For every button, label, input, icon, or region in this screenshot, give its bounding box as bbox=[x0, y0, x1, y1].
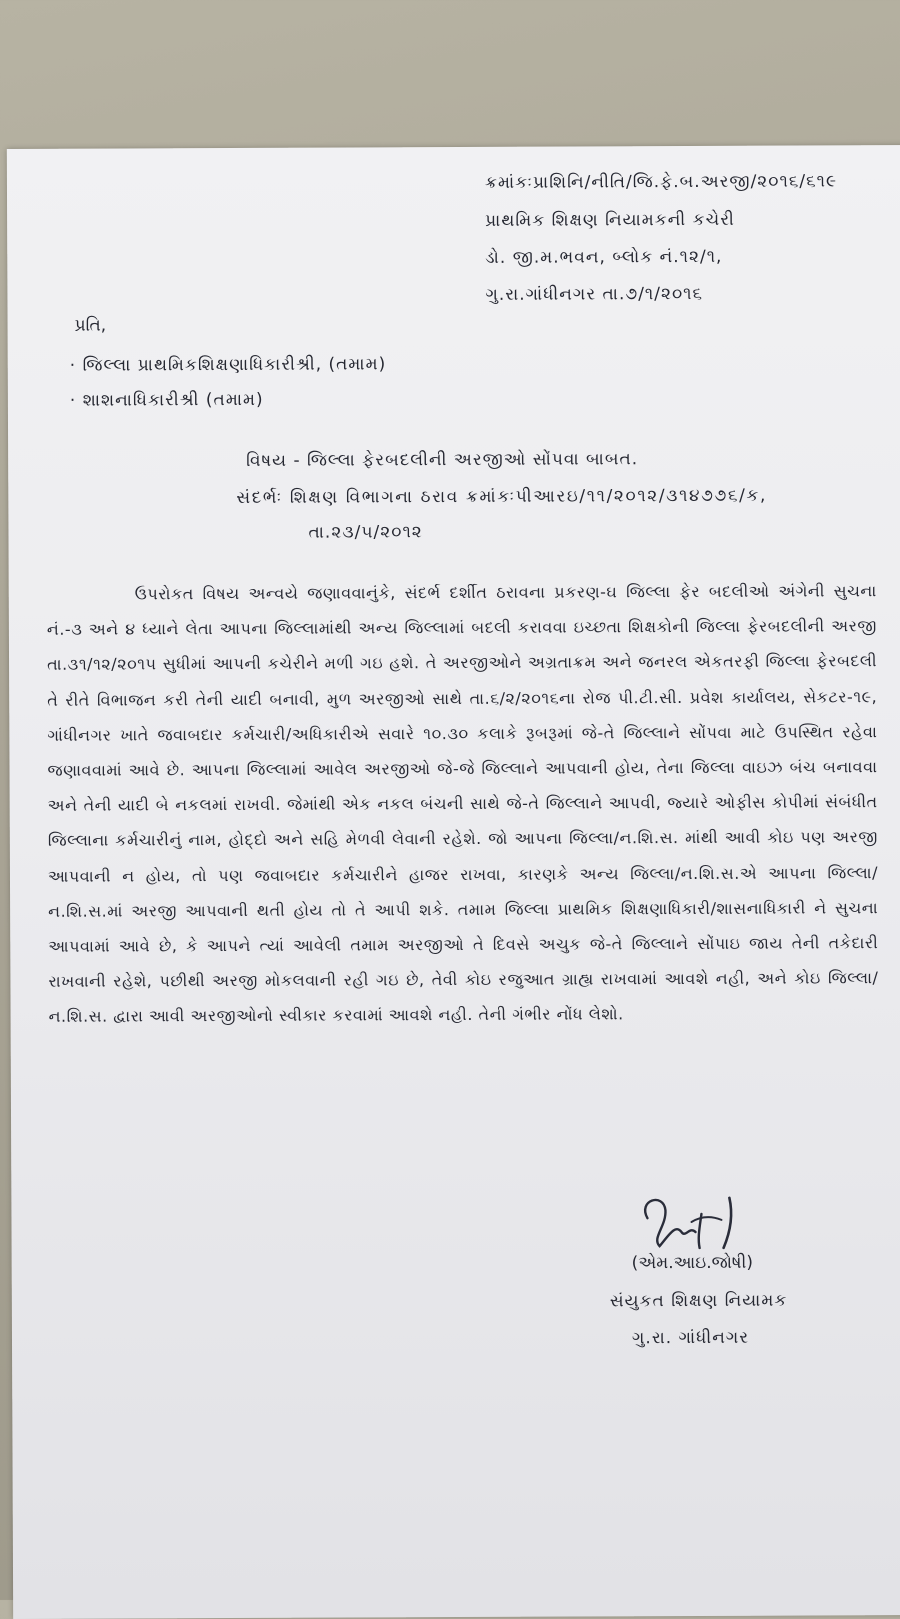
letter-document bbox=[7, 145, 900, 1619]
signature-icon bbox=[629, 1186, 779, 1257]
signatory-place: ગુ.રા. ગાંધીનગર bbox=[631, 1327, 750, 1349]
recipient-item: · શાશનાધિકારીશ્રી (તમામ) bbox=[69, 389, 264, 411]
signatory-name: (એમ.આઇ.જોષી) bbox=[631, 1252, 753, 1274]
subject-line: વિષય - જિલ્લા ફેરબદલીની અરજીઓ સોંપવા બાબત. bbox=[246, 449, 639, 471]
letter-body: ઉપરોકત વિષય અન્વયે જણાવવાનુંકે, સંદર્ભ દર્શીત ઠરાવના પ્રકરણ-ઘ જિલ્લા ફેર બદલીઓ અંગેની સુચના નં.-૩ અને ૪ ધ્યાને લેતા આપના જિલ્લામાંથી અન્ય જિલ્લામાં બદલી કરાવવા ઇચ્છતા શિક્ષકોની જિલ્લા ફેરબદલીની અરજી તા.૩૧/૧૨/૨૦૧૫ સુધીમાં આપની કચેરીને મળી ગઇ હશે. તે અરજીઓને અગ્રતાક્રમ અને જનરલ એકતરફી જિલ્લા ફેરબદલી તે રીતે વિભાજન કરી તેની યાદી બનાવી, મુળ અરજીઓ સાથે તા.૬/૨/૨૦૧૬ના રોજ પી.ટી.સી. પ્રવેશ કાર્યાલય, સેકટર-૧૯, ગાંધીનગર ખાતે જવાબદાર કર્મચારી/અધિકારીએ સવારે ૧૦.૩૦ કલાકે રૂબરૂમાં જે-તે જિલ્લાને સોંપવા માટે ઉપસ્થિત રહેવા જણાવવામાં આવે છે. આપના જિલ્લામાં આવેલ અરજીઓ જે-જે જિલ્લાને આપવાની હોય, તેના જિલ્લા વાઇઝ બંચ બનાવવા અને તેની યાદી બે નકલમાં રાખવી. જેમાંથી એક નકલ બંચની સાથે જે-તે જિલ્લાને આપવી, જ્યારે ઓફીસ કોપીમાં સંબંધીત જિલ્લાના કર્મચારીનું નામ, હોદ્દો અને સહિ મેળવી લેવાની રહેશે. જો આપના જિલ્લા/ન.શિ.સ. માંથી આવી કોઇ પણ અરજી આપવાની ન હોય, તો પણ જવાબદાર કર્મચારીને હાજર રાખવા, કારણકે અન્ય જિલ્લા/ન.શિ.સ.એ આપના જિલ્લા/ન.શિ.સ.માં અરજી આપવાની થતી હોય તો તે આપી શકે. તમામ જિલ્લા પ્રાથમિક શિક્ષણાધિકારી/શાસનાધિકારી ને સુચના આપવામાં આવે છે, કે આપને ત્યાં આવેલી તમામ અરજીઓ તે દિવસે અચુક જે-તે જિલ્લાને સોંપાઇ જાય તેની તકેદારી રાખવાની રહેશે, પછીથી અરજી મોકલવાની રહી ગઇ છે, તેવી કોઇ રજુઆત ગ્રાહ્ય રાખવામાં આવશે નહી, અને કોઇ જિલ્લા/ન.શિ.સ. દ્વારા આવી અરજીઓનો સ્વીકાર કરવામાં આવશે નહી. તેની ગંભીર નોંધ લેશો. bbox=[46, 581, 879, 1027]
place-date: ગુ.રા.ગાંધીનગર તા.૭/૧/૨૦૧૬ bbox=[485, 283, 704, 305]
office-address: ડો. જી.મ.ભવન, બ્લોક નં.૧૨/૧, bbox=[485, 246, 723, 268]
salutation-prati: પ્રતિ, bbox=[74, 315, 107, 336]
document-paper bbox=[7, 145, 900, 1619]
reference-number: ક્રમાંકઃપ્રાશિનિ/નીતિ/જિ.ફે.બ.અરજી/૨૦૧૬/૬૧૯ bbox=[484, 171, 838, 193]
signatory-title: સંયુકત શિક્ષણ નિયામક bbox=[609, 1290, 788, 1312]
reference-line: સંદર્ભઃ શિક્ષણ વિભાગના ઠરાવ ક્રમાંકઃપીઆરઇ/૧૧/૨૦૧૨/૩૧૪૭૭૬/ક, bbox=[236, 485, 768, 508]
reference-date: તા.૨૩/૫/૨૦૧૨ bbox=[308, 522, 423, 543]
recipient-item: · જિલ્લા પ્રાથમિકશિક્ષણાધિકારીશ્રી, (તમામ) bbox=[69, 354, 387, 376]
office-name: પ્રાથમિક શિક્ષણ નિયામકની કચેરી bbox=[485, 209, 735, 231]
